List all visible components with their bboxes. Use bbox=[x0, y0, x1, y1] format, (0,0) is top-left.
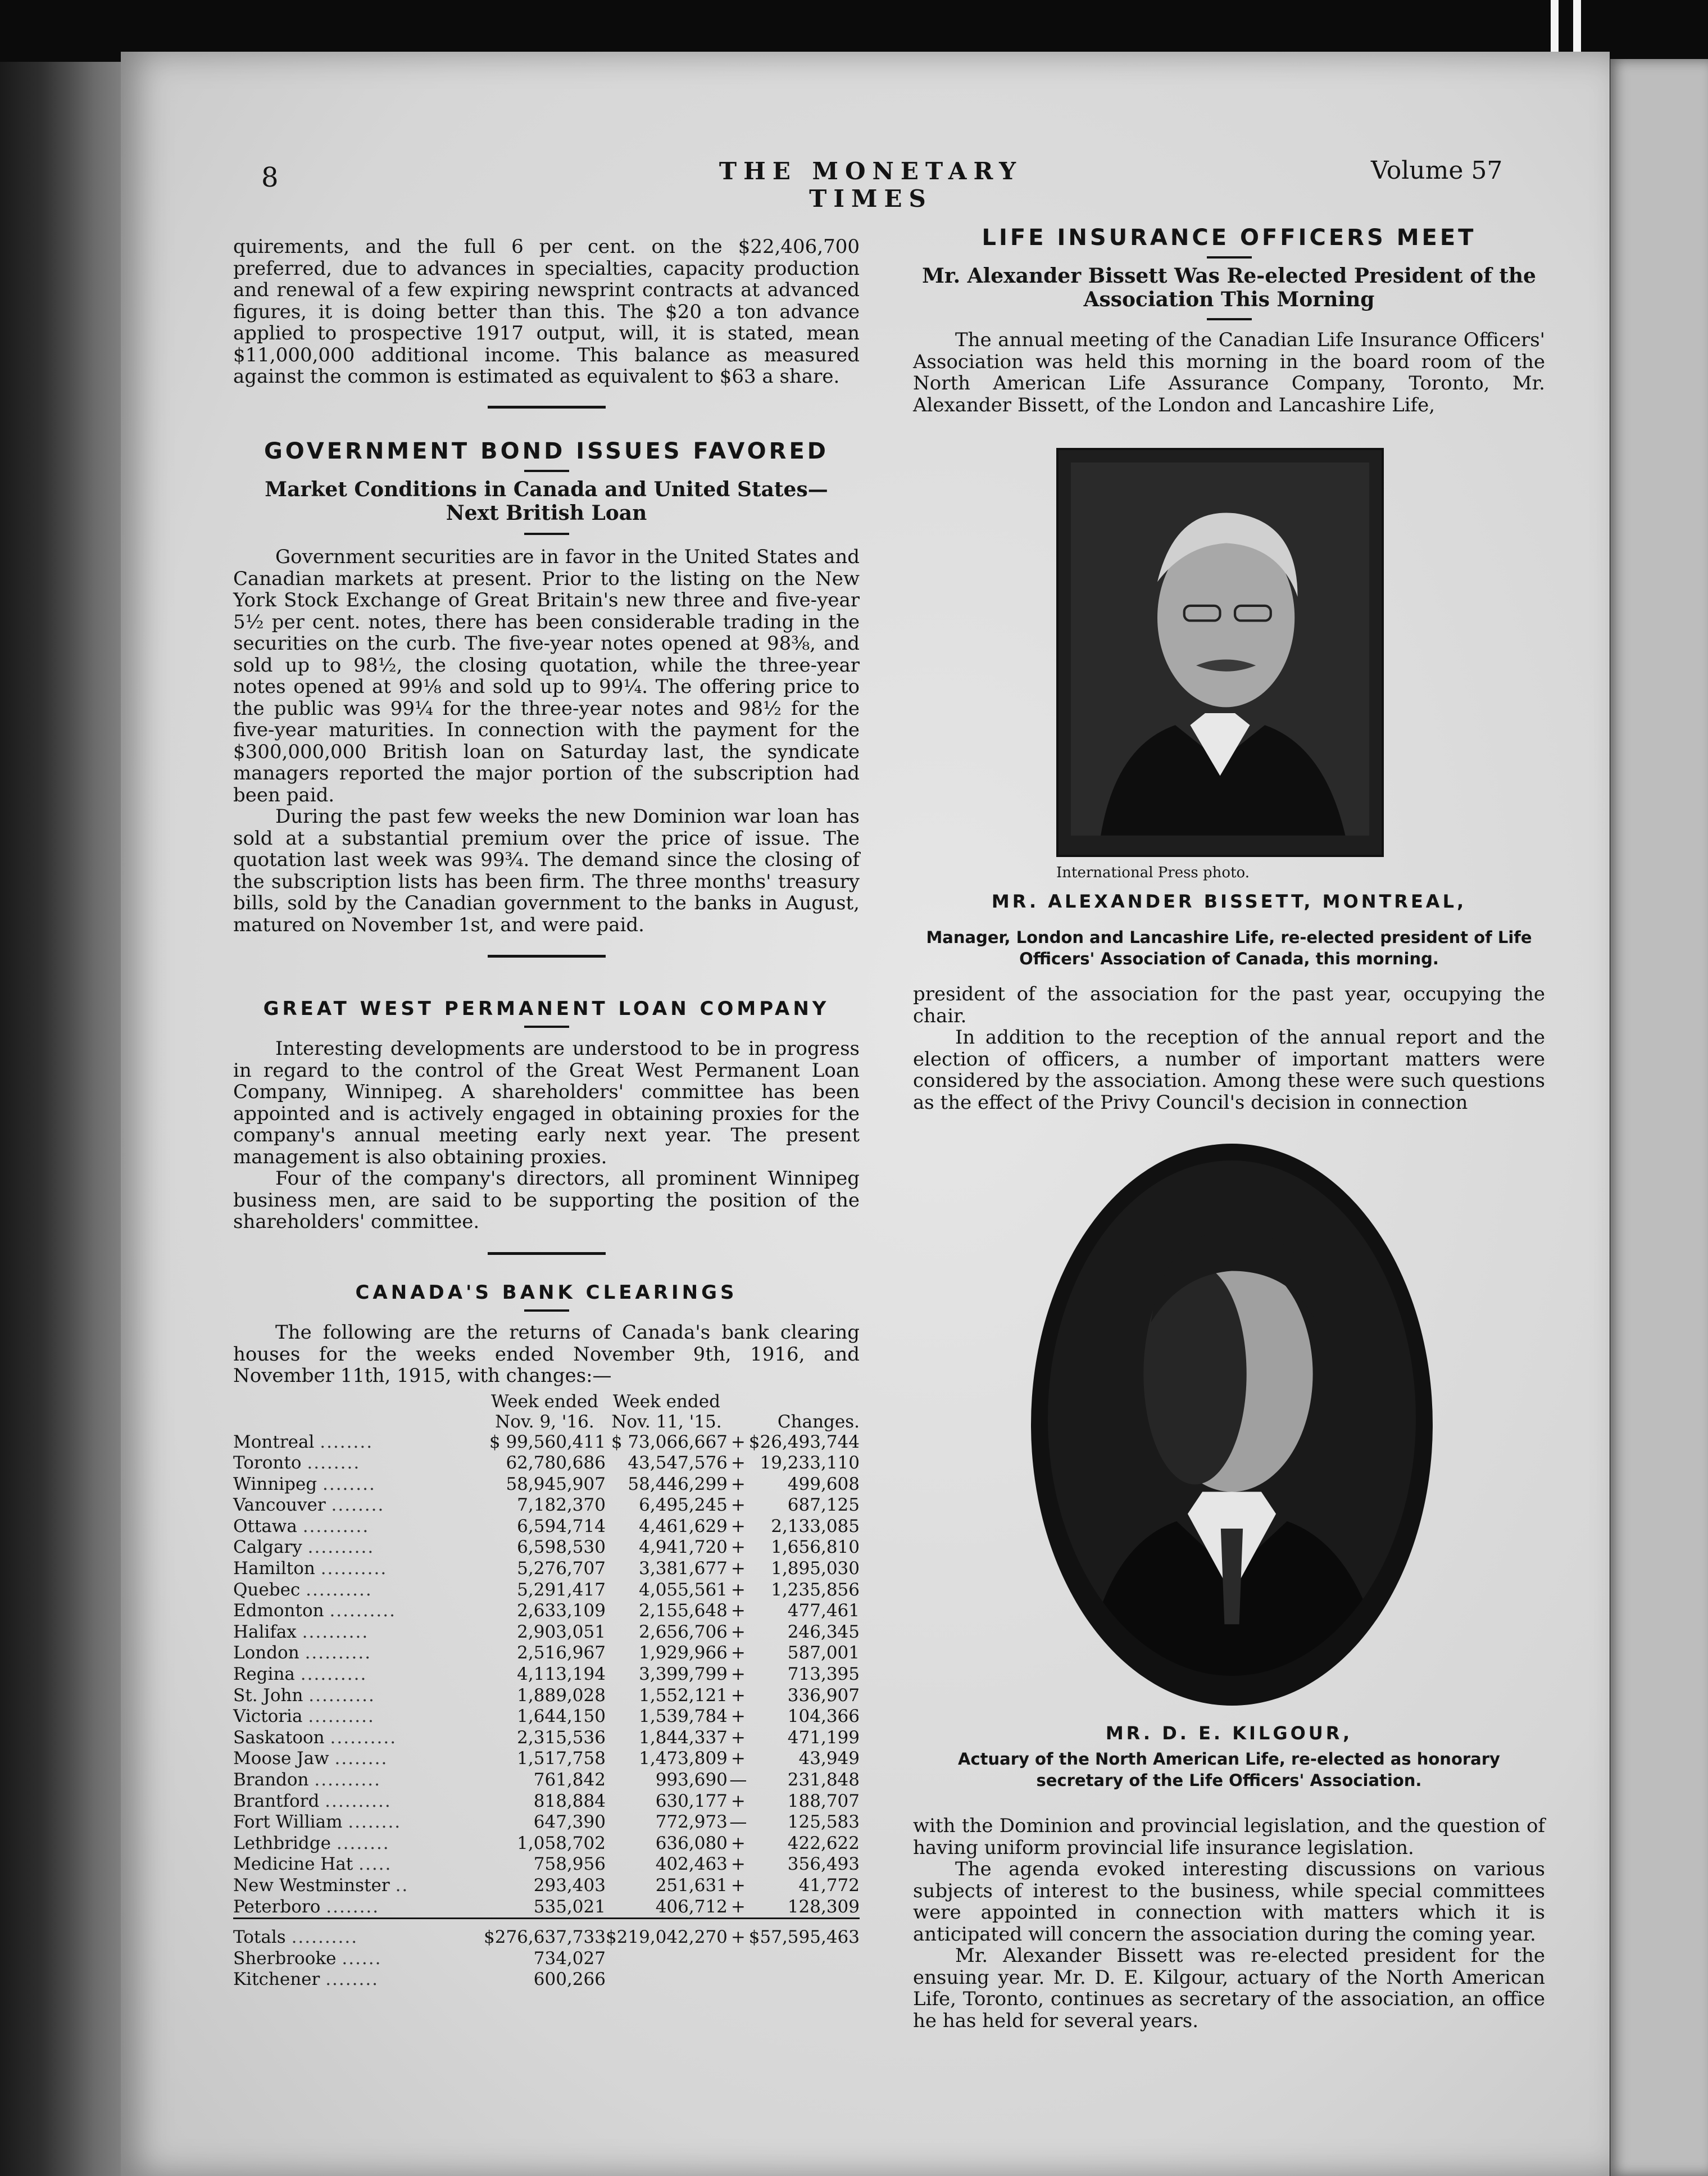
table-cell-1916: 5,291,417 bbox=[517, 1579, 606, 1600]
city-name: Halifax bbox=[233, 1621, 297, 1642]
greatwest-heading: GREAT WEST PERMANENT LOAN COMPANY bbox=[263, 998, 830, 1020]
leader-dots: .......... bbox=[307, 1537, 375, 1558]
table-cell-1916: 1,058,702 bbox=[517, 1833, 606, 1853]
section-divider bbox=[488, 406, 606, 409]
leader-dots: ........ bbox=[325, 1969, 379, 1990]
portrait-kilgour bbox=[1048, 1160, 1416, 1676]
table-cell-sign: + bbox=[730, 1474, 746, 1494]
table-cell-change: 246,345 bbox=[787, 1621, 860, 1642]
bond-paragraph-2: During the past few weeks the new Dominion war loan has sold at a substantial premium over the price of issue. The quotation last week was 99¾. The demand since the closing of the subscription lists has been firm. The three months' treasury bills, sold by the Canadian government to the banks in August, matured on November 1st, and were paid. bbox=[233, 805, 860, 936]
table-cell-city bbox=[233, 1854, 484, 1875]
table-cell-1915: 251,631 bbox=[655, 1875, 728, 1896]
table-cell-change: 687,125 bbox=[787, 1495, 860, 1516]
leader-dots: .......... bbox=[306, 1579, 373, 1600]
table-cell-sign bbox=[728, 1948, 749, 1970]
table-cell-sign: + bbox=[730, 1495, 746, 1516]
leader-dots: .......... bbox=[320, 1558, 388, 1579]
clearings-intro: The following are the returns of Canada's bank clearing houses for the weeks ended November 9th, 1916, and November 11th, 1915, with changes:— bbox=[233, 1321, 860, 1387]
table-cell-1915: 2,656,706 bbox=[639, 1621, 728, 1642]
leader-dots: .......... bbox=[330, 1727, 397, 1748]
table-cell-1916: 2,315,536 bbox=[517, 1727, 606, 1748]
table-cell-sign: — bbox=[729, 1770, 747, 1790]
greatwest-paragraph-1: Interesting developments are understood to be in progress in regard to the control of the Great West Permanent Loan Company, Winnipeg. A shareholders' committee has been appointed and is actively engaged in obtaining proxies for the company's annual meeting early next year. The present management is also obtaining proxies. bbox=[233, 1037, 860, 1168]
life-paragraph-2: president of the association for the past year, occupying the chair. bbox=[913, 983, 1545, 1027]
table-cell-sign: + bbox=[730, 1537, 746, 1558]
table-cell-sign: + bbox=[730, 1558, 746, 1579]
city-name: Totals bbox=[233, 1927, 286, 1948]
bond-subheading: Market Conditions in Canada and United States—Next British Loan bbox=[265, 478, 828, 525]
life-subheading: Mr. Alexander Bissett Was Re-elected President of the Association This Morning bbox=[922, 264, 1536, 311]
page-number: 8 bbox=[261, 162, 279, 193]
clearings-heading: CANADA'S BANK CLEARINGS bbox=[355, 1281, 738, 1304]
table-cell-sign: + bbox=[728, 1919, 749, 1948]
leader-dots: ........ bbox=[326, 1896, 380, 1917]
city-name: Medicine Hat bbox=[233, 1854, 353, 1875]
table-row bbox=[233, 1897, 860, 1919]
photo-kilgour bbox=[1031, 1144, 1433, 1706]
photo-bissett bbox=[1056, 448, 1384, 857]
table-cell-change: 188,707 bbox=[787, 1790, 860, 1811]
table-cell-1915: $ 73,066,667 bbox=[611, 1431, 728, 1452]
table-cell-1916: $276,637,733 bbox=[484, 1919, 606, 1948]
leader-dots: ........ bbox=[322, 1474, 376, 1494]
city-name: Toronto bbox=[233, 1453, 302, 1474]
table-cell-change: 41,772 bbox=[798, 1875, 860, 1896]
film-mark bbox=[1551, 0, 1559, 52]
table-row bbox=[233, 1854, 860, 1875]
table-cell-city bbox=[233, 1948, 484, 1970]
table-row bbox=[233, 1812, 860, 1833]
city-name: Quebec bbox=[233, 1579, 301, 1600]
table-row bbox=[233, 1558, 860, 1580]
life-heading: LIFE INSURANCE OFFICERS MEET bbox=[982, 225, 1477, 251]
table-cell-change: 231,848 bbox=[787, 1770, 860, 1790]
table-cell-1915: 1,844,337 bbox=[639, 1727, 728, 1748]
table-cell-1915: 4,055,561 bbox=[639, 1579, 728, 1600]
table-row bbox=[233, 1875, 860, 1897]
leader-dots: ........ bbox=[348, 1812, 402, 1833]
city-name: Regina bbox=[233, 1664, 295, 1685]
intro-paragraph: quirements, and the full 6 per cent. on the $22,406,700 preferred, due to advances in specialties, capacity production and renewal of a few expiring newsprint contracts at advanced figures, it is doing better than this. The $20 a ton advance applied to prospective 1917 output, will, it is stated, mean $11,000,000 additional income. This balance as measured against the common is estimated as equivalent to $63 a share. bbox=[233, 235, 860, 388]
book-edge-right bbox=[1607, 59, 1708, 2176]
table-row bbox=[233, 1833, 860, 1855]
table-cell-1915: 402,463 bbox=[655, 1854, 728, 1875]
table-cell-sign bbox=[728, 1969, 749, 1991]
table-cell-1916: 734,027 bbox=[533, 1948, 606, 1969]
city-name: Edmonton bbox=[233, 1601, 324, 1621]
heading-rule bbox=[524, 1026, 569, 1028]
city-name: Brantford bbox=[233, 1790, 320, 1811]
bond-article bbox=[233, 438, 860, 958]
portrait-bissett bbox=[1071, 463, 1369, 836]
table-cell-1916: 1,644,150 bbox=[517, 1706, 606, 1727]
heading-rule bbox=[1207, 318, 1252, 320]
table-cell-1916: 6,598,530 bbox=[517, 1537, 606, 1558]
leader-dots: ........ bbox=[334, 1748, 388, 1769]
table-cell-city bbox=[233, 1969, 484, 1991]
table-cell-sign: + bbox=[730, 1579, 746, 1600]
table-cell-city bbox=[233, 1685, 484, 1707]
leader-dots: .......... bbox=[308, 1685, 375, 1706]
table-cell-1915: 1,539,784 bbox=[639, 1706, 728, 1727]
heading-rule bbox=[524, 533, 569, 535]
table-cell-1915: $219,042,270 bbox=[606, 1919, 728, 1948]
table-cell-city bbox=[233, 1706, 484, 1728]
bond-paragraph-1: Government securities are in favor in the United States and Canadian markets at present. Prior to the listing on the New York Stock Exchange of Great Britain's new three and five-year 5½ per cent. notes, there has been considerable trading in the securities on the curb. The five-year notes opened at 98⅜, and sold up to 98½, the closing quotation, while the three-year notes opened at 99⅛ and sold up to 99¼. The offering price to the public was 99¼ for the three-year notes and 98½ for the five-year maturities. In connection with the payment for the $300,000,000 British loan on Saturday last, the syndicate managers reported the major portion of the subscription had been paid. bbox=[233, 546, 860, 806]
table-cell-city bbox=[233, 1728, 484, 1749]
table-header bbox=[233, 1391, 860, 1432]
table-cell-1915: 3,381,677 bbox=[639, 1558, 728, 1579]
table-cell-1915 bbox=[606, 1969, 728, 1991]
film-mark bbox=[1573, 0, 1581, 52]
table-cell-change: 1,656,810 bbox=[771, 1537, 860, 1558]
table-cell-1915: 772,973 bbox=[655, 1812, 728, 1833]
table-cell-1915: 43,547,576 bbox=[628, 1453, 728, 1474]
table-cell-city bbox=[233, 1791, 484, 1812]
table-cell-city bbox=[233, 1580, 484, 1601]
table-cell-change: 336,907 bbox=[787, 1685, 860, 1706]
table-cell-1916: 1,517,758 bbox=[517, 1748, 606, 1769]
life-paragraph-4: with the Dominion and provincial legislation, and the question of having uniform provincial life insurance legislation. bbox=[913, 1815, 1545, 1859]
leader-dots: ........ bbox=[307, 1453, 361, 1474]
table-cell-city bbox=[233, 1432, 484, 1453]
city-name: New Westminster bbox=[233, 1875, 390, 1896]
table-cell-1916: 293,403 bbox=[533, 1875, 606, 1896]
leader-dots: .......... bbox=[291, 1927, 358, 1948]
leader-dots: ..... bbox=[358, 1854, 392, 1875]
city-name: Lethbridge bbox=[233, 1833, 331, 1853]
table-cell-city bbox=[233, 1474, 484, 1495]
table-row bbox=[233, 1685, 860, 1707]
table-cell-1915: 1,929,966 bbox=[639, 1643, 728, 1663]
table-cell-1916: 62,780,686 bbox=[506, 1453, 606, 1474]
table-cell-sign: + bbox=[730, 1621, 746, 1642]
table-cell-change: 471,199 bbox=[787, 1727, 860, 1748]
city-name: Winnipeg bbox=[233, 1474, 317, 1494]
bissett-caption bbox=[913, 891, 1545, 969]
city-name: Ottawa bbox=[233, 1516, 297, 1536]
city-name: Hamilton bbox=[233, 1558, 315, 1579]
table-cell-city bbox=[233, 1812, 484, 1833]
table-cell-1915: 630,177 bbox=[655, 1790, 728, 1811]
table-cell-change: 128,309 bbox=[787, 1896, 860, 1917]
leader-dots: .......... bbox=[308, 1706, 375, 1727]
table-cell-sign: + bbox=[730, 1748, 746, 1769]
greatwest-article bbox=[233, 998, 860, 1255]
table-cell-sign: + bbox=[730, 1833, 746, 1853]
section-divider bbox=[488, 1252, 606, 1255]
table-row bbox=[233, 1643, 860, 1664]
table-row bbox=[233, 1706, 860, 1728]
life-continued bbox=[913, 983, 1545, 1113]
table-cell-city bbox=[233, 1770, 484, 1791]
kilgour-caption bbox=[913, 1722, 1545, 1791]
table-cell-change bbox=[749, 1948, 860, 1970]
table-cell-sign: + bbox=[730, 1685, 746, 1706]
table-cell-1916: 58,945,907 bbox=[506, 1474, 606, 1494]
table-cell-1915: 4,941,720 bbox=[639, 1537, 728, 1558]
leader-dots: .......... bbox=[325, 1790, 392, 1811]
table-cell-sign: + bbox=[730, 1790, 746, 1811]
table-cell-change: 2,133,085 bbox=[771, 1516, 860, 1536]
table-cell-change: 43,949 bbox=[798, 1748, 860, 1769]
table-row-extra bbox=[233, 1969, 860, 1991]
table-cell-city bbox=[233, 1516, 484, 1538]
table-cell-sign: + bbox=[730, 1664, 746, 1685]
table-cell-city bbox=[233, 1833, 484, 1855]
table-cell-1915: 1,473,809 bbox=[639, 1748, 728, 1769]
table-cell-change: $26,493,744 bbox=[748, 1431, 860, 1452]
table-row bbox=[233, 1601, 860, 1622]
table-cell-change: 1,895,030 bbox=[771, 1558, 860, 1579]
city-name: Peterboro bbox=[233, 1896, 321, 1917]
table-row bbox=[233, 1474, 860, 1495]
leader-dots: ........ bbox=[336, 1833, 390, 1853]
book-edge-left bbox=[0, 62, 135, 2176]
table-cell-sign: + bbox=[730, 1854, 746, 1875]
table-cell-city bbox=[233, 1537, 484, 1558]
table-cell-1915: 3,399,799 bbox=[639, 1664, 728, 1685]
table-cell-city bbox=[233, 1919, 484, 1948]
table-cell-1915: 58,446,299 bbox=[628, 1474, 728, 1494]
leader-dots: ........ bbox=[331, 1495, 385, 1516]
table-cell-1915: 1,552,121 bbox=[639, 1685, 728, 1706]
table-cell-1915: 4,461,629 bbox=[639, 1516, 728, 1536]
city-name: Sherbrooke bbox=[233, 1948, 337, 1969]
table-cell-1916: $ 99,560,411 bbox=[489, 1431, 606, 1452]
table-cell-1915: 636,080 bbox=[655, 1833, 728, 1853]
table-row bbox=[233, 1495, 860, 1516]
life-paragraph-5: The agenda evoked interesting discussions on various subjects of interest to the business, while special committees were appointed in connection with matters which it is anticipated will concern the association during the coming year. bbox=[913, 1858, 1545, 1946]
heading-rule bbox=[524, 470, 569, 472]
table-cell-1915: 6,495,245 bbox=[639, 1495, 728, 1516]
bissett-description: Manager, London and Lancashire Life, re-elected president of Life Officers' Association of Canada, this morning. bbox=[926, 928, 1532, 968]
table-cell-sign: + bbox=[730, 1643, 746, 1663]
table-cell-1916: 535,021 bbox=[533, 1896, 606, 1917]
table-cell-1916: 761,842 bbox=[533, 1770, 606, 1790]
greatwest-paragraph-2: Four of the company's directors, all prominent Winnipeg business men, are said to be supporting the position of the shareholders' committee. bbox=[233, 1167, 860, 1233]
table-cell-1916: 818,884 bbox=[533, 1790, 606, 1811]
leader-dots: ...... bbox=[342, 1948, 382, 1969]
table-cell-1915: 993,690 bbox=[655, 1770, 728, 1790]
leader-dots: .......... bbox=[302, 1516, 370, 1536]
table-row bbox=[233, 1453, 860, 1474]
table-cell-change bbox=[749, 1969, 860, 1991]
table-cell-sign: — bbox=[729, 1812, 747, 1833]
table-cell-sign: + bbox=[730, 1516, 746, 1536]
volume-label: Volume 57 bbox=[1371, 156, 1503, 185]
table-cell-sign: + bbox=[730, 1896, 746, 1917]
life-article bbox=[913, 225, 1545, 416]
table-row bbox=[233, 1748, 860, 1770]
table-row bbox=[233, 1728, 860, 1749]
table-cell-1916: 7,182,370 bbox=[517, 1495, 606, 1516]
bond-heading: GOVERNMENT BOND ISSUES FAVORED bbox=[264, 438, 829, 464]
city-name: Saskatoon bbox=[233, 1727, 325, 1748]
bissett-name: MR. ALEXANDER BISSETT, MONTREAL, bbox=[991, 891, 1467, 912]
city-name: Fort William bbox=[233, 1812, 343, 1833]
table-row bbox=[233, 1537, 860, 1558]
photo-credit: International Press photo. bbox=[1056, 864, 1250, 881]
table-cell-city bbox=[233, 1622, 484, 1643]
table-cell-change: 356,493 bbox=[787, 1854, 860, 1875]
table-cell-1915: 2,155,648 bbox=[639, 1601, 728, 1621]
table-cell-city bbox=[233, 1495, 484, 1516]
table-row-totals bbox=[233, 1919, 860, 1948]
city-name: Moose Jaw bbox=[233, 1748, 329, 1769]
leader-dots: .......... bbox=[302, 1621, 369, 1642]
table-cell-change: 713,395 bbox=[787, 1664, 860, 1685]
table-cell-city bbox=[233, 1601, 484, 1622]
leader-dots: .......... bbox=[314, 1770, 381, 1790]
life-paragraph-3: In addition to the reception of the annual report and the election of officers, a number of important matters were considered by the association. Among these were such questions as the effect of the Privy Council's decision in connection bbox=[913, 1026, 1545, 1114]
table-cell-city bbox=[233, 1453, 484, 1474]
table-cell-sign: + bbox=[730, 1431, 746, 1452]
life-paragraph-1: The annual meeting of the Canadian Life Insurance Officers' Association was held this morning in the board room of the North American Life Assurance Company, Toronto, Mr. Alexander Bissett, of the London and Lancashire Life, bbox=[913, 329, 1545, 416]
table-cell-sign: + bbox=[730, 1875, 746, 1896]
table-cell-sign: + bbox=[730, 1453, 746, 1474]
table-cell-change: 104,366 bbox=[787, 1706, 860, 1727]
table-cell-1916: 5,276,707 bbox=[517, 1558, 606, 1579]
table-cell-1916: 758,956 bbox=[533, 1854, 606, 1875]
kilgour-description: Actuary of the North American Life, re-elected as honorary secretary of the Life Officers' Association. bbox=[958, 1749, 1500, 1790]
clearings-table bbox=[233, 1391, 860, 1991]
table-cell-change: 477,461 bbox=[787, 1601, 860, 1621]
table-cell-city bbox=[233, 1897, 484, 1919]
table-cell-city bbox=[233, 1664, 484, 1685]
heading-rule bbox=[524, 1309, 569, 1312]
clearings-article bbox=[233, 1281, 860, 1991]
table-cell-change: 125,583 bbox=[787, 1812, 860, 1833]
table-cell-change: 1,235,856 bbox=[771, 1579, 860, 1600]
city-name: Victoria bbox=[233, 1706, 303, 1727]
life-conclusion bbox=[913, 1815, 1545, 2032]
table-cell-1916: 2,633,109 bbox=[517, 1601, 606, 1621]
kilgour-name: MR. D. E. KILGOUR, bbox=[1105, 1722, 1353, 1744]
journal-title: THE MONETARY TIMES bbox=[719, 157, 1023, 212]
city-name: Brandon bbox=[233, 1770, 309, 1790]
table-row bbox=[233, 1622, 860, 1643]
table-row bbox=[233, 1770, 860, 1791]
leader-dots: .......... bbox=[300, 1664, 367, 1685]
table-cell-1916: 2,903,051 bbox=[517, 1621, 606, 1642]
leader-dots: ........ bbox=[320, 1431, 374, 1452]
table-row-extra bbox=[233, 1948, 860, 1970]
col-header-changes: Changes. bbox=[777, 1411, 860, 1432]
city-name: Calgary bbox=[233, 1537, 302, 1558]
life-paragraph-6: Mr. Alexander Bissett was re-elected president for the ensuing year. Mr. D. E. Kilgour, actuary of the North American Life, Toronto, continues as secretary of the association, an office he has held for several years. bbox=[913, 1944, 1545, 2032]
table-cell-1916: 6,594,714 bbox=[517, 1516, 606, 1536]
leader-dots: .. bbox=[395, 1875, 409, 1896]
table-cell-city bbox=[233, 1643, 484, 1664]
table-row bbox=[233, 1664, 860, 1685]
table-cell-1916: 2,516,967 bbox=[517, 1643, 606, 1663]
city-name: Vancouver bbox=[233, 1495, 326, 1516]
table-cell-change: 499,608 bbox=[787, 1474, 860, 1494]
table-row bbox=[233, 1580, 860, 1601]
table-cell-1915: 406,712 bbox=[655, 1896, 728, 1917]
table-cell-sign: + bbox=[730, 1727, 746, 1748]
heading-rule bbox=[1207, 256, 1252, 259]
col-header-1916: Week ended Nov. 9, '16. bbox=[490, 1391, 598, 1432]
table-cell-1916: 647,390 bbox=[533, 1812, 606, 1833]
city-name: Kitchener bbox=[233, 1969, 320, 1990]
table-cell-city bbox=[233, 1558, 484, 1580]
table-row bbox=[233, 1432, 860, 1453]
city-name: London bbox=[233, 1643, 299, 1663]
table-cell-1915 bbox=[606, 1948, 728, 1970]
left-column bbox=[233, 236, 860, 409]
section-divider bbox=[488, 955, 606, 958]
table-cell-change: 422,622 bbox=[787, 1833, 860, 1853]
table-cell-1916: 4,113,194 bbox=[517, 1664, 606, 1685]
table-cell-city bbox=[233, 1748, 484, 1770]
table-cell-change: $57,595,463 bbox=[749, 1919, 860, 1948]
table-cell-1916: 1,889,028 bbox=[517, 1685, 606, 1706]
table-cell-change: 19,233,110 bbox=[760, 1453, 860, 1474]
table-cell-sign: + bbox=[730, 1601, 746, 1621]
city-name: St. John bbox=[233, 1685, 303, 1706]
leader-dots: .......... bbox=[329, 1601, 396, 1621]
leader-dots: .......... bbox=[305, 1643, 372, 1663]
table-cell-change: 587,001 bbox=[787, 1643, 860, 1663]
city-name: Montreal bbox=[233, 1431, 315, 1452]
table-row bbox=[233, 1791, 860, 1812]
col-header-1915: Week ended Nov. 11, '15. bbox=[611, 1391, 722, 1432]
table-cell-sign: + bbox=[730, 1706, 746, 1727]
table-cell-1916: 600,266 bbox=[533, 1969, 606, 1990]
table-row bbox=[233, 1516, 860, 1538]
table-cell-city bbox=[233, 1875, 484, 1897]
